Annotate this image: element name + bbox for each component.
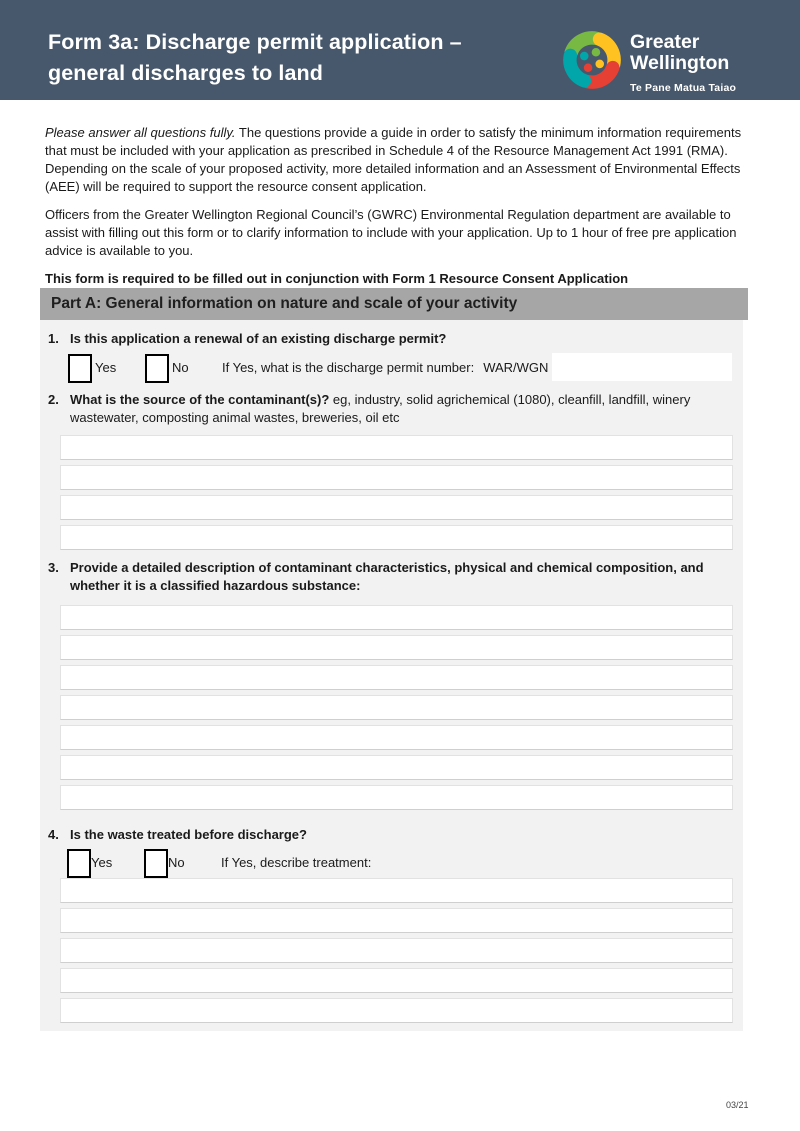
answer-line[interactable] <box>60 635 733 660</box>
answer-line[interactable] <box>60 465 733 490</box>
form-title-line1: Form 3a: Discharge permit application – <box>48 30 462 54</box>
q4-no-label: No <box>168 855 185 870</box>
q2-text <box>70 391 710 426</box>
logo-tagline: Te Pane Matua Taiao <box>630 82 737 94</box>
q3-answer-lines <box>60 605 733 815</box>
form-header <box>0 0 800 100</box>
q3-text: Provide a detailed description of contaminant characteristics, physical and chemical composition, and whether it is a classified hazardous substance: <box>70 560 704 593</box>
q4-yes-label: Yes <box>91 855 113 870</box>
q4-yes-checkbox[interactable] <box>67 849 91 878</box>
answer-line[interactable] <box>60 968 733 993</box>
answer-line[interactable] <box>60 938 733 963</box>
q1-permit-number-input[interactable] <box>552 353 732 381</box>
logo-wordmark <box>630 30 736 99</box>
q2-answer-lines <box>60 435 733 555</box>
q4-conditional <box>221 855 371 870</box>
part-a-body <box>40 320 743 1031</box>
answer-line[interactable] <box>60 908 733 933</box>
q3-number: 3. <box>48 560 59 575</box>
answer-line[interactable] <box>60 998 733 1023</box>
answer-line[interactable] <box>60 495 733 520</box>
q1-text: Is this application a renewal of an existing discharge permit? <box>70 331 447 346</box>
intro-section <box>45 124 745 298</box>
intro-p1-italic: Please answer all questions fully. <box>45 125 236 140</box>
q2-text-rest: eg, industry, solid agrichemical (1080), cleanfill, landfill, winery wastewater, composting animal wastes, breweries, oil etc <box>70 392 691 425</box>
gw-logo <box>562 30 736 99</box>
answer-line[interactable] <box>60 435 733 460</box>
q4-number: 4. <box>48 827 59 842</box>
form-title-line2: general discharges to land <box>48 61 324 85</box>
q1-permit-prefix: WAR/WGN <box>483 360 549 375</box>
q4-text: Is the waste treated before discharge? <box>70 827 307 842</box>
q1-no-checkbox[interactable] <box>145 354 169 383</box>
q2-number: 2. <box>48 392 59 407</box>
answer-line[interactable] <box>60 605 733 630</box>
answer-line[interactable] <box>60 665 733 690</box>
q1-conditional <box>222 360 548 375</box>
q4-conditional-label: If Yes, describe treatment: <box>221 855 372 870</box>
version-label: 03/21 <box>726 1100 749 1110</box>
q2-text-bold: What is the source of the contaminant(s)? <box>70 392 330 407</box>
answer-line[interactable] <box>60 695 733 720</box>
q1-yes-label: Yes <box>95 360 117 375</box>
answer-line[interactable] <box>60 878 733 903</box>
part-a-header: Part A: General information on nature and scale of your activity <box>40 288 748 320</box>
intro-paragraph-3: This form is required to be filled out in conjunction with Form 1 Resource Consent Application <box>45 271 629 286</box>
q4-no-checkbox[interactable] <box>144 849 168 878</box>
q4-answer-lines <box>60 878 733 1028</box>
answer-line[interactable] <box>60 755 733 780</box>
answer-line[interactable] <box>60 785 733 810</box>
gw-koru-icon <box>562 30 622 90</box>
answer-line[interactable] <box>60 725 733 750</box>
logo-name-line2: Wellington <box>630 52 730 74</box>
intro-p1-rest: The questions provide a guide in order to satisfy the minimum information requirements that must be included with your application as prescribed in Schedule 4 of the Resource Management Act 1991 (RMA). Depending on the scale of your proposed activity, more detailed information and an Assessment of Environmental Effects (AEE) will be required to support the resource consent application. <box>45 125 742 194</box>
answer-line[interactable] <box>60 525 733 550</box>
form-title <box>48 27 462 89</box>
logo-name-line1: Greater <box>630 31 700 53</box>
intro-paragraph-1 <box>45 124 745 196</box>
q1-no-label: No <box>172 360 189 375</box>
q1-number: 1. <box>48 331 59 346</box>
q1-yes-checkbox[interactable] <box>68 354 92 383</box>
intro-paragraph-2: Officers from the Greater Wellington Regional Council’s (GWRC) Environmental Regulation department are available to assist with filling out this form or to clarify information to include with your application. Up to 1 hour of free pre application advice is available to you. <box>45 207 737 258</box>
q1-conditional-label: If Yes, what is the discharge permit number: <box>222 360 475 375</box>
